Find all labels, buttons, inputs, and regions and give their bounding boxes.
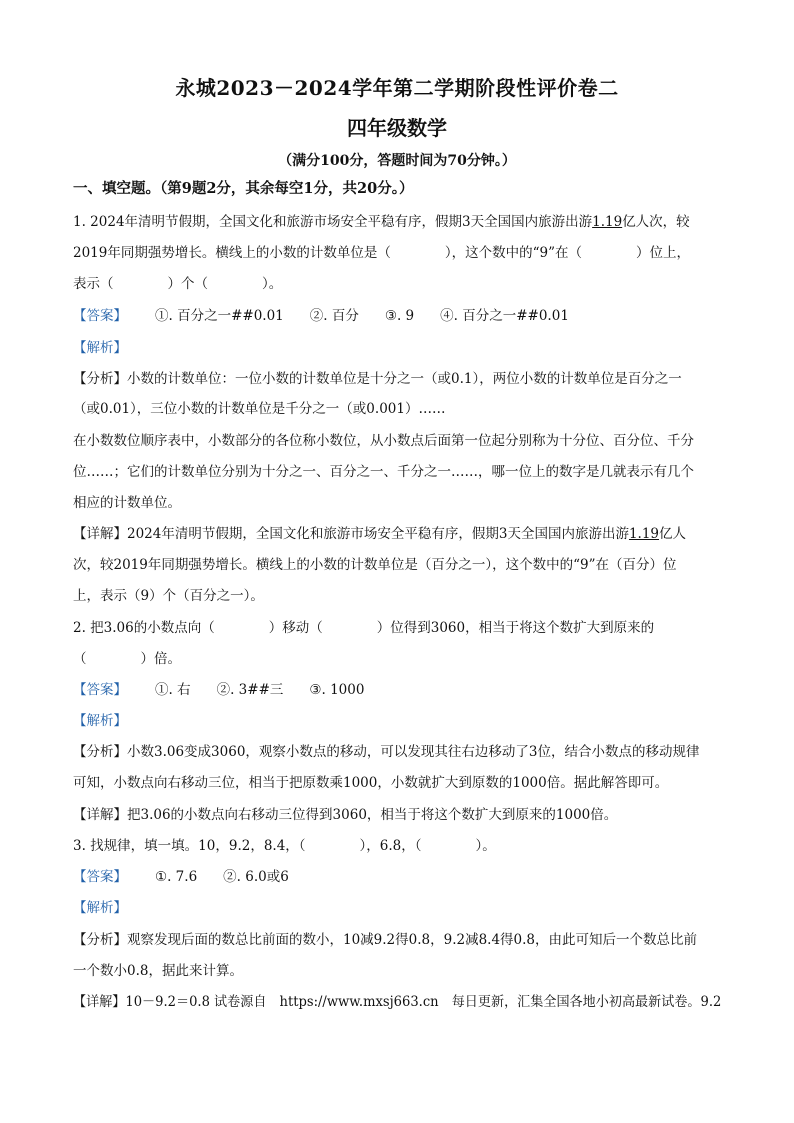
- document-subtitle: 四年级数学: [347, 116, 447, 140]
- q1-answer: [73, 307, 595, 325]
- q1-detail-line: 上，表示（9）个（百分之一）。: [73, 588, 264, 604]
- q3-answer: [73, 868, 315, 886]
- q1-detail-text-a: 【详解】2024年清明节假期，全国文化和旅游市场安全平稳有序，假期3天全国国内旅游出游: [73, 526, 629, 542]
- q1-analysis-line: 在小数数位顺序表中，小数部分的各位称小数位，从小数点后面第一位起分别称为十分位、百分位、千分: [73, 433, 694, 449]
- q1-detail-underlined-number: 1.19: [628, 526, 660, 542]
- q1-analysis-line: （或0.01），三位小数的计数单位是千分之一（或0.001）……: [73, 401, 446, 417]
- answer-item: ②. 6.0或6: [223, 869, 289, 885]
- q3-analysis-line: 【分析】观察发现后面的数总比前面的数小，10减9.2得0.8，9.2减8.4得0.8，由此可知后一个数总比前: [73, 932, 698, 948]
- q1-line3: 表示（ ）个（ ）。: [73, 276, 283, 292]
- q2-detail-line: 【详解】把3.06的小数点向右移动三位得到3060，相当于将这个数扩大到原来的1000倍。: [73, 807, 618, 823]
- answer-item: ③. 9: [384, 308, 415, 324]
- q1-line1-text-b: 亿人次，较: [622, 214, 690, 230]
- answer-label: 【答案】: [73, 869, 127, 885]
- answer-item: ①. 百分之一##0.01: [155, 308, 284, 324]
- q2-analysis-line: 可知，小数点向右移动三位，相当于把原数乘1000，小数就扩大到原数的1000倍。据此解答即可。: [73, 775, 669, 791]
- q1-analysis-line: 【分析】小数的计数单位：一位小数的计数单位是十分之一（或0.1），两位小数的计数单位是百分之一: [73, 371, 682, 387]
- q2-line2: （ ）倍。: [73, 651, 181, 667]
- answer-label: 【答案】: [73, 682, 127, 698]
- answer-item: ②. 百分: [309, 308, 359, 324]
- document-title: 永城2023－2024学年第二学期阶段性评价卷二: [175, 76, 619, 100]
- answer-item: ②. 3##三: [216, 682, 284, 698]
- q1-analysis-line: 位……；它们的计数单位分别为十分之一、百分之一、千分之一……，哪一位上的数字是几就表示有几个: [73, 464, 694, 480]
- q1-line2: 2019年同期强势增长。横线上的小数的计数单位是（ ），这个数中的“9”在（ ）位上，: [73, 245, 690, 261]
- q1-underlined-number: 1.19: [592, 214, 623, 230]
- q2-answer: [73, 681, 390, 699]
- answer-item: ①. 右: [155, 682, 191, 698]
- q1-detail-text-b: 亿人: [659, 526, 687, 542]
- answer-item: ④. 百分之一##0.01: [440, 308, 569, 324]
- q3-detail-line: 【详解】10－9.2＝0.8 试卷源自 https://www.mxsj663.cn 每日更新，汇集全国各地小初高最新试卷。9.2: [73, 994, 722, 1010]
- q1-line1: [73, 213, 690, 231]
- q2-analysis-line: 【分析】小数3.06变成3060，观察小数点的移动，可以发现其往右边移动了3位，结合小数点的移动规律: [73, 744, 700, 760]
- answer-item: ③. 1000: [309, 682, 365, 698]
- answer-label: 【答案】: [73, 308, 127, 324]
- q2-analysis-label: 【解析】: [73, 713, 127, 729]
- q1-analysis-line: 相应的计数单位。: [73, 495, 181, 511]
- section-heading: 一、填空题。（第9题2分，其余每空1分，共20分。）: [73, 180, 414, 197]
- q1-line1-text-a: 1. 2024年清明节假期，全国文化和旅游市场安全平稳有序，假期3天全国国内旅游出游: [73, 214, 593, 230]
- q2-line1: 2. 把3.06的小数点向（ ）移动（ ）位得到3060，相当于将这个数扩大到原来的: [73, 620, 655, 636]
- q3-line1: 3. 找规律，填一填。10，9.2，8.4，（ ），6.8，（ ）。: [73, 838, 496, 854]
- q1-detail-line: [73, 525, 686, 543]
- q3-analysis-label: 【解析】: [73, 900, 127, 916]
- q1-analysis-label: 【解析】: [73, 340, 127, 356]
- q3-analysis-line: 一个数小0.8，据此来计算。: [73, 963, 243, 979]
- exam-note: （满分100分，答题时间为70分钟。）: [278, 153, 516, 169]
- answer-item: ①. 7.6: [155, 869, 198, 885]
- q1-detail-line: 次，较2019年同期强势增长。横线上的小数的计数单位是（百分之一），这个数中的“9”在（百分）位: [73, 557, 677, 573]
